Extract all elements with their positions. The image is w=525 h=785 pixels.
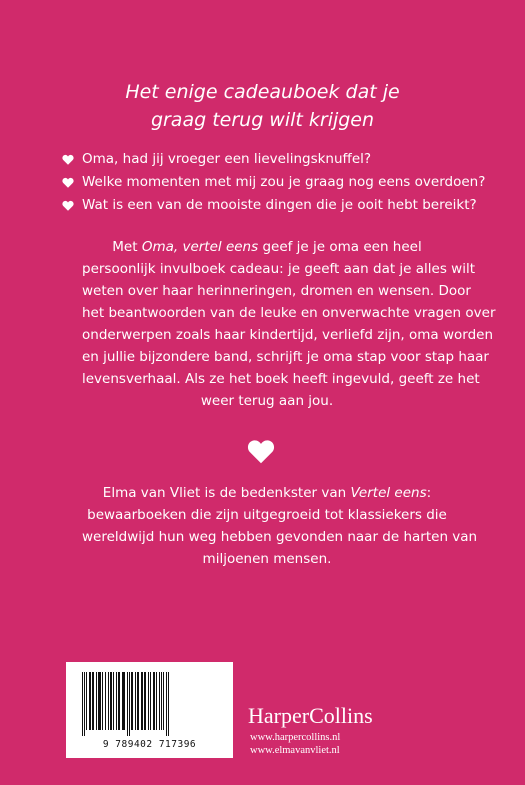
barcode-bar bbox=[127, 672, 128, 736]
barcode-bar bbox=[141, 672, 143, 730]
url-link: www.elmavanvliet.nl bbox=[250, 745, 340, 756]
book-title: Oma, vertel eens bbox=[141, 239, 259, 255]
barcode-bar bbox=[122, 672, 125, 730]
intro-line: weten over haar herinneringen, dromen en wensen. Door bbox=[82, 283, 471, 299]
isbn-number: 9 789402 717396 bbox=[102, 739, 197, 750]
publisher-urls bbox=[250, 731, 340, 757]
barcode-bar bbox=[135, 672, 136, 730]
barcode-bar bbox=[82, 672, 83, 736]
barcode-bar bbox=[166, 672, 167, 736]
url-link: www.harpercollins.nl bbox=[250, 732, 341, 743]
question-text: Wat is een van de mooiste dingen die je ooit hebt bereikt? bbox=[82, 197, 477, 213]
heart-icon bbox=[247, 438, 275, 464]
barcode-bar bbox=[156, 672, 157, 730]
question-list bbox=[62, 148, 486, 217]
intro-line: het beantwoorden van de leuke en onverwachte vragen over bbox=[82, 305, 496, 321]
barcode-bar bbox=[148, 672, 149, 730]
barcode-bar bbox=[92, 672, 94, 730]
barcode-bar bbox=[118, 672, 120, 730]
author-prefix: Elma van Vliet is de bedenkster van bbox=[102, 485, 351, 501]
barcode-bar bbox=[110, 672, 112, 730]
barcode-bar bbox=[161, 672, 162, 730]
intro-suffix: geef je je oma een heel bbox=[258, 239, 422, 255]
barcode-bar bbox=[86, 672, 87, 730]
list-item bbox=[62, 171, 486, 194]
intro-line: weer terug aan jou. bbox=[200, 393, 334, 409]
question-text: Welke momenten met mij zou je graag nog eens overdoen? bbox=[82, 174, 486, 190]
barcode-bar bbox=[137, 672, 139, 730]
barcode-bar bbox=[163, 672, 164, 730]
tagline-line: graag terug wilt krijgen bbox=[150, 109, 375, 131]
publisher-logo: HarperCollins bbox=[248, 703, 373, 728]
barcode-bar bbox=[89, 672, 91, 730]
intro-line: persoonlijk invulboek cadeau: je geeft aan dat je alles wilt bbox=[82, 261, 476, 277]
barcode-bar bbox=[113, 672, 114, 730]
barcode-bar bbox=[96, 672, 97, 730]
barcode-bar bbox=[129, 672, 130, 736]
barcode-bar bbox=[131, 672, 133, 730]
barcode-bar bbox=[150, 672, 151, 730]
series-title: Vertel eens bbox=[350, 485, 427, 501]
barcode-box bbox=[66, 662, 233, 758]
author-line bbox=[82, 482, 452, 504]
barcode-bar bbox=[102, 672, 103, 730]
barcode-bar bbox=[159, 672, 160, 730]
barcode bbox=[80, 672, 219, 736]
intro-prefix: Met bbox=[112, 239, 142, 255]
author-line: wereldwijd hun weg hebben gevonden naar de harten van bbox=[82, 529, 478, 545]
author-suffix: : bbox=[426, 485, 432, 501]
intro-paragraph bbox=[82, 236, 496, 412]
barcode-bar bbox=[98, 672, 101, 730]
author-line: bewaarboeken die zijn uitgegroeid tot klassiekers die bbox=[87, 507, 447, 523]
heart-icon bbox=[62, 177, 74, 188]
tagline bbox=[0, 78, 525, 134]
barcode-bar bbox=[116, 672, 117, 730]
barcode-bar bbox=[105, 672, 106, 730]
list-item bbox=[62, 194, 482, 217]
author-paragraph bbox=[82, 482, 478, 570]
question-text: Oma, had jij vroeger een lievelingsknuffel? bbox=[82, 151, 372, 167]
barcode-bar bbox=[144, 672, 146, 730]
barcode-bar bbox=[108, 672, 109, 730]
intro-line bbox=[82, 236, 452, 258]
heart-icon bbox=[62, 154, 74, 165]
tagline-line: Het enige cadeauboek dat je bbox=[125, 81, 400, 103]
intro-line: en jullie bijzondere band, schrijft je oma stap voor stap haar bbox=[82, 349, 489, 365]
list-item bbox=[62, 148, 482, 171]
intro-line: levensverhaal. Als ze het boek heeft ingevuld, geeft ze het bbox=[82, 371, 480, 387]
author-line: miljoenen mensen. bbox=[202, 551, 332, 567]
barcode-bar bbox=[153, 672, 155, 730]
barcode-bar bbox=[168, 672, 169, 736]
intro-line: onderwerpen zoals haar kindertijd, verliefd zijn, oma worden bbox=[82, 327, 494, 343]
heart-icon bbox=[62, 200, 74, 211]
barcode-bar bbox=[84, 672, 85, 736]
